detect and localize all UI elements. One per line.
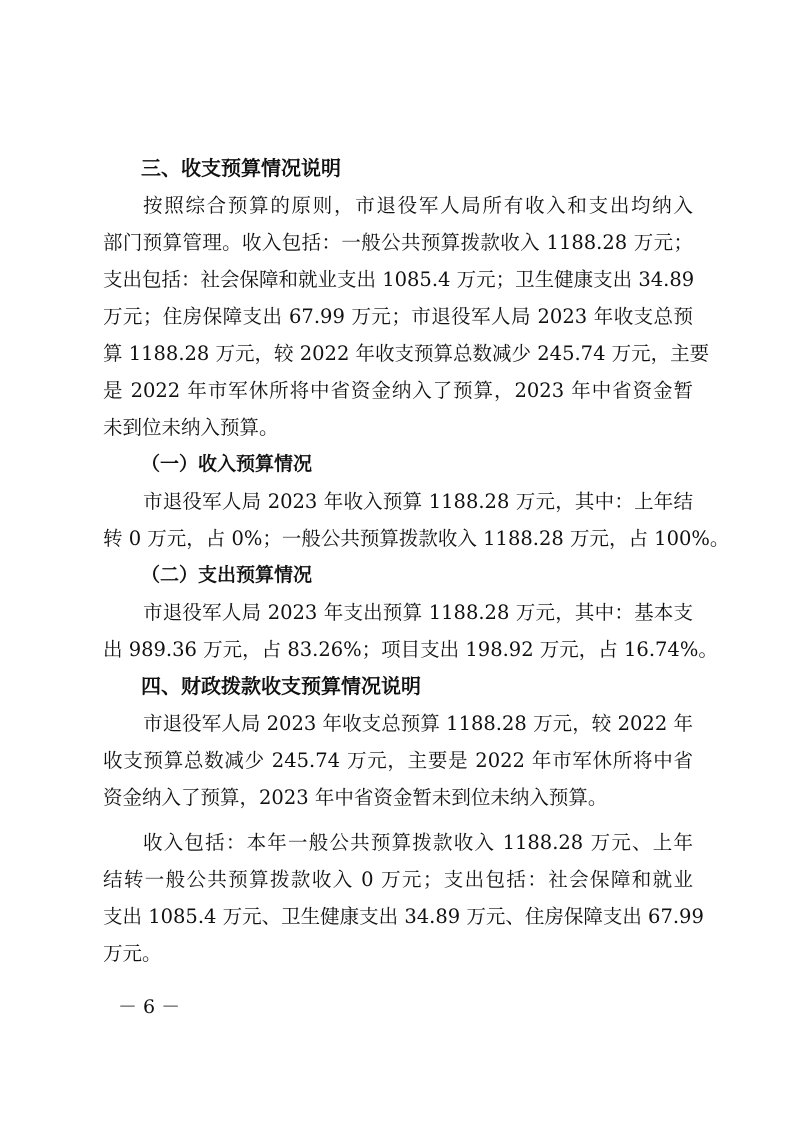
expenditure-budget-heading: （二）支出预算情况: [141, 564, 313, 586]
income-budget-paragraph: [103, 483, 730, 557]
paragraph-spacer: [103, 816, 693, 824]
paragraph-line: 市退役军人局 2023 年支出预算 1188.28 万元，其中：基本支: [143, 601, 693, 624]
page-number: － 6 －: [118, 996, 181, 1018]
paragraph-line: 结转一般公共预算拨款收入 0 万元；支出包括：社会保障和就业: [103, 868, 693, 891]
paragraph-line: 收入包括：本年一般公共预算拨款收入 1188.28 万元、上年: [143, 831, 693, 854]
paragraph-line: 万元。: [103, 942, 162, 965]
paragraph-line: 部门预算管理。收入包括：一般公共预算拨款收入 1188.28 万元；: [103, 231, 693, 254]
income-budget-heading: （一）收入预算情况: [141, 453, 313, 475]
paragraph-line: 资金纳入了预算，2023 年中省资金暂未到位未纳入预算。: [103, 786, 608, 809]
paragraph-line: 支出 1085.4 万元、卫生健康支出 34.89 万元、住房保障支出 67.99: [103, 905, 704, 928]
paragraph-line: 出 989.36 万元，占 83.26%；项目支出 198.92 万元，占 16.74%。: [103, 638, 718, 661]
paragraph-line: 转 0 万元，占 0%；一般公共预算拨款收入 1188.28 万元，占 100%。: [103, 527, 730, 550]
section-3-paragraph: [103, 187, 710, 446]
paragraph-line: 收支预算总数减少 245.74 万元，主要是 2022 年市军休所将中省: [103, 749, 693, 772]
paragraph-line: 算 1188.28 万元，较 2022 年收支预算总数减少 245.74 万元，主要: [103, 342, 710, 365]
expenditure-budget-paragraph: [103, 594, 718, 668]
paragraph-line: 未到位未纳入预算。: [103, 416, 279, 439]
paragraph-line: 市退役军人局 2023 年收入预算 1188.28 万元，其中：上年结: [143, 490, 693, 513]
document-page: [103, 150, 730, 972]
section-4-heading: 四、财政拨款收支预算情况说明: [141, 674, 421, 698]
paragraph-line: 支出包括：社会保障和就业支出 1085.4 万元；卫生健康支出 34.89: [103, 268, 695, 291]
paragraph-line: 按照综合预算的原则，市退役军人局所有收入和支出均纳入: [143, 194, 693, 217]
section-4-paragraph-1: [103, 705, 693, 816]
paragraph-line: 市退役军人局 2023 年收支总预算 1188.28 万元，较 2022 年: [143, 712, 693, 735]
section-4-paragraph-2: [103, 824, 704, 972]
paragraph-line: 万元；住房保障支出 67.99 万元；市退役军人局 2023 年收支总预: [103, 305, 693, 328]
section-3-heading: 三、收支预算情况说明: [141, 156, 341, 180]
paragraph-line: 是 2022 年市军休所将中省资金纳入了预算，2023 年中省资金暂: [103, 379, 693, 402]
